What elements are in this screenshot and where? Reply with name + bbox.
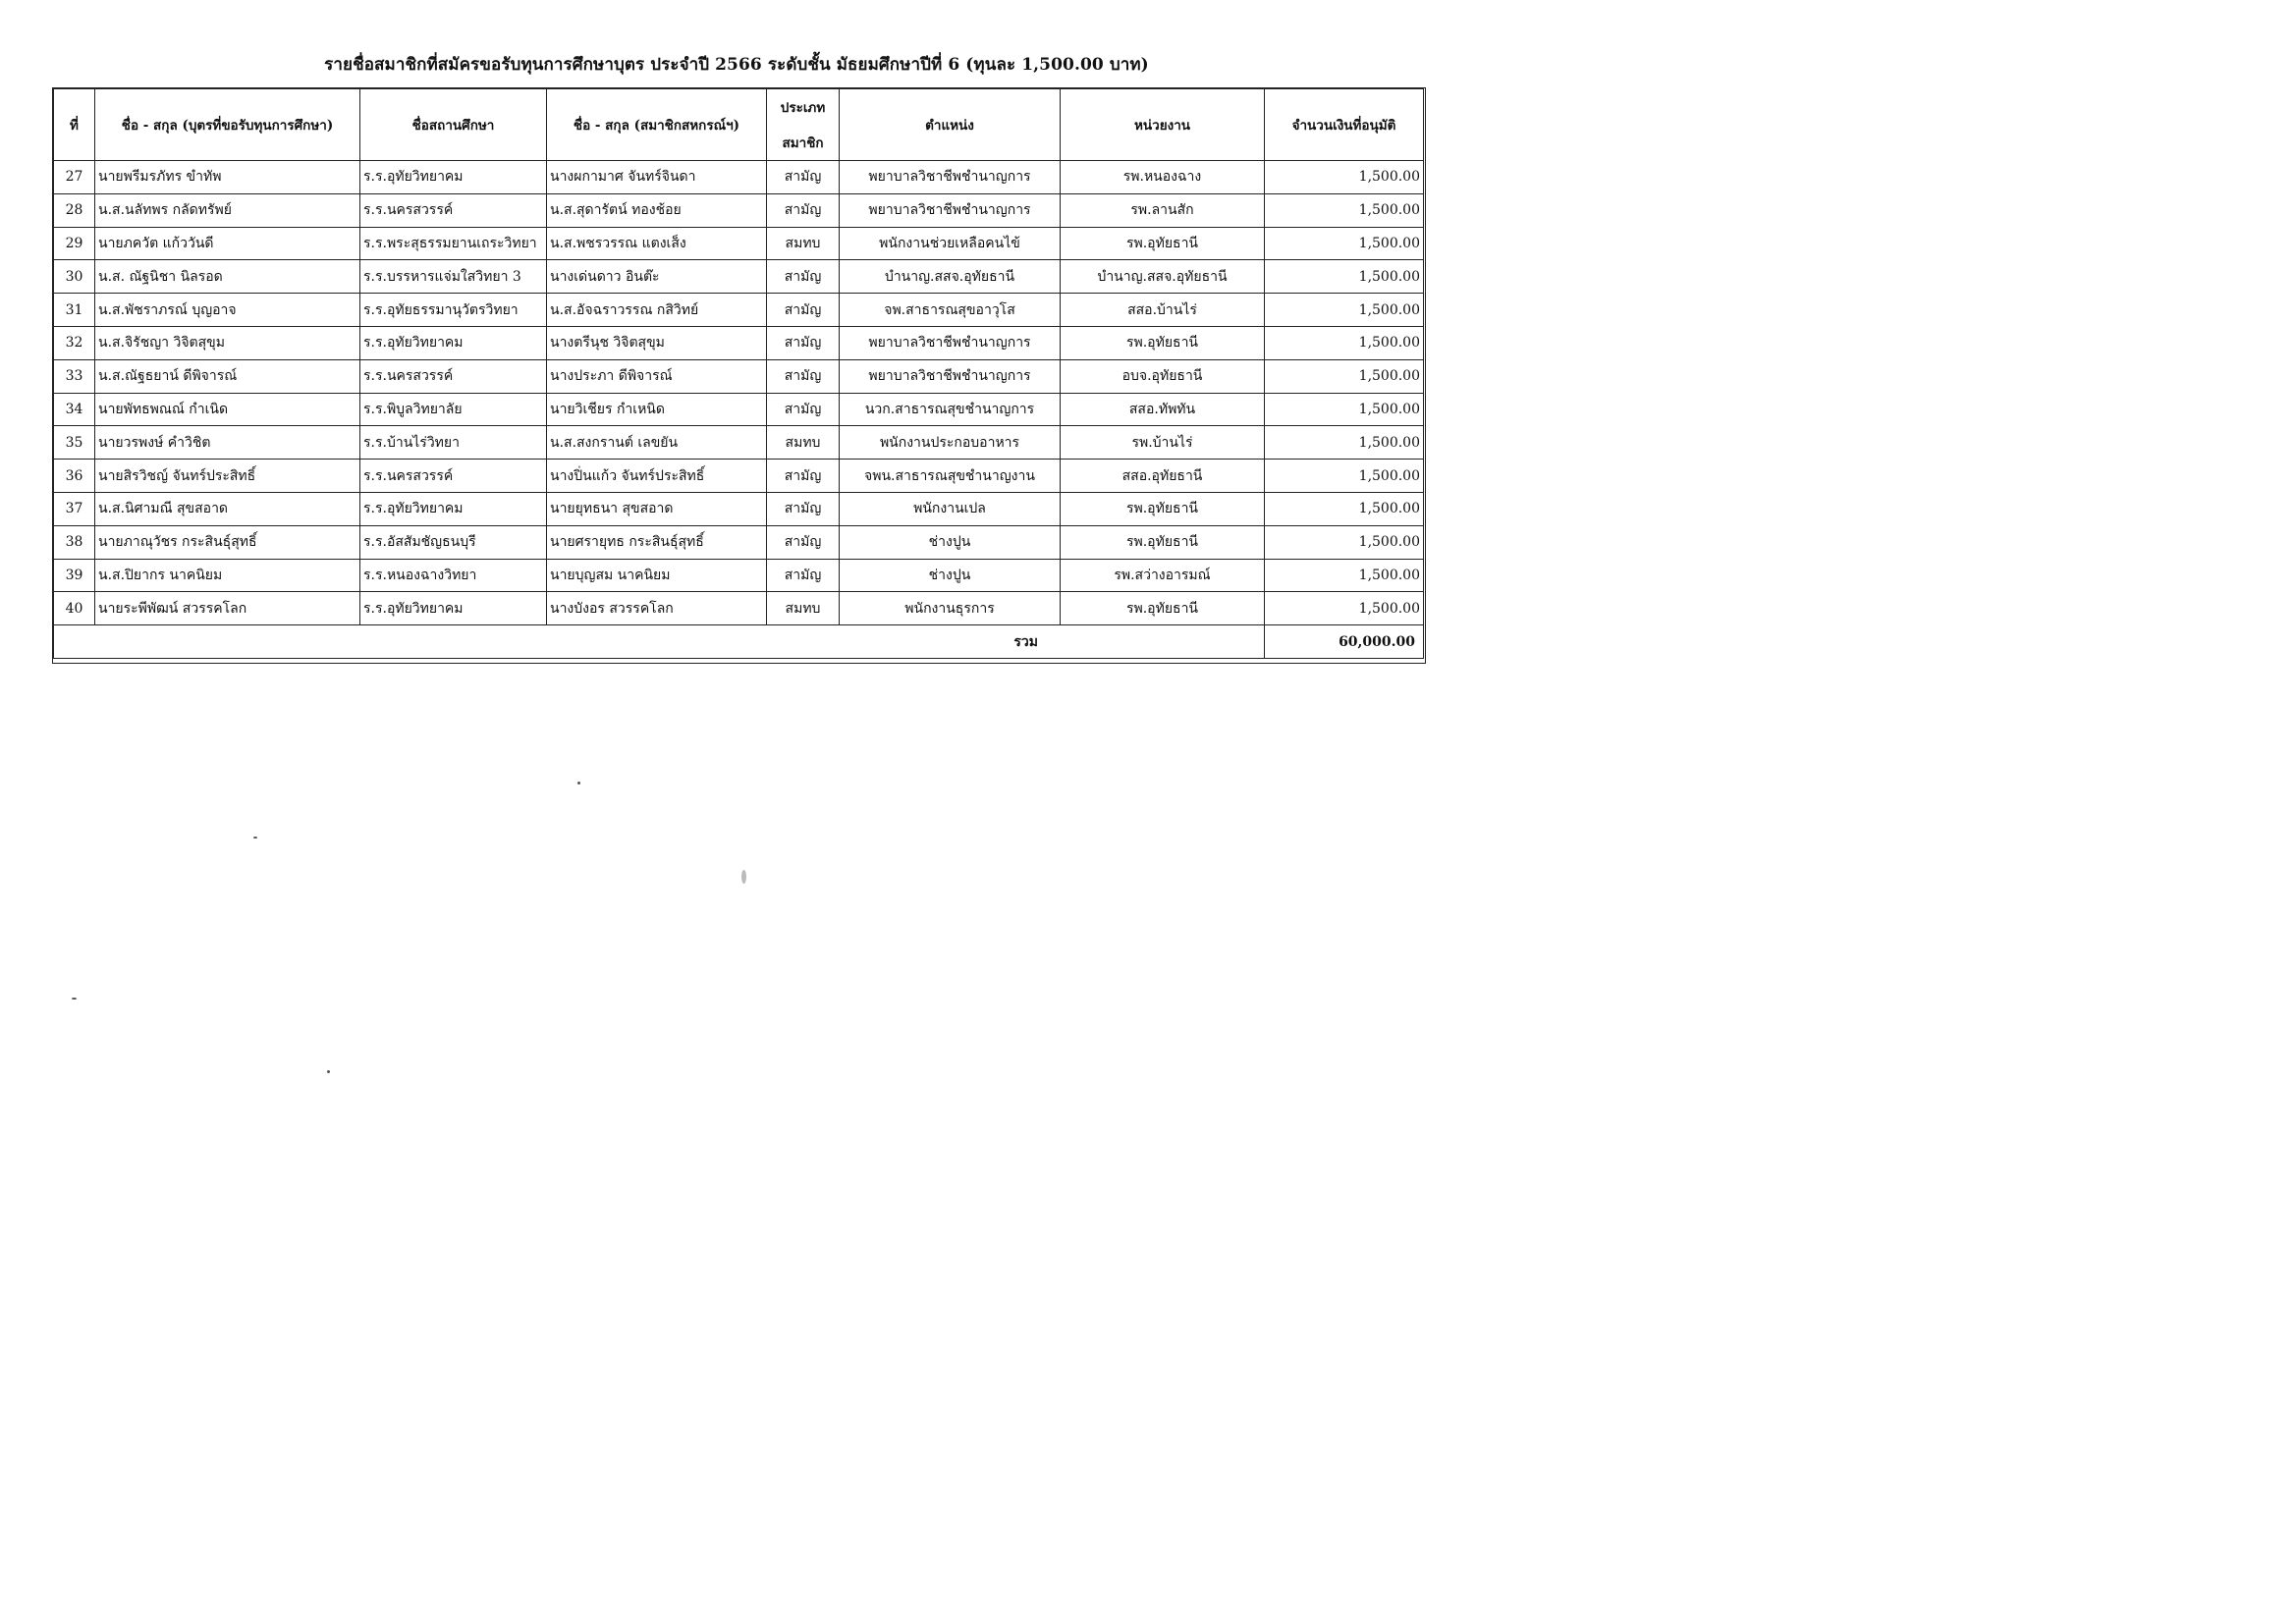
- cell-school: ร.ร.พระสุธรรมยานเถระวิทยา: [360, 227, 547, 260]
- cell-position: พยาบาลวิชาชีพชำนาญการ: [840, 161, 1061, 194]
- scholarship-table: [53, 88, 1424, 659]
- cell-position: พยาบาลวิชาชีพชำนาญการ: [840, 193, 1061, 227]
- table-row: [54, 260, 1424, 294]
- cell-member-type: สมทบ: [767, 592, 840, 625]
- cell-unit: รพ.ลานสัก: [1061, 193, 1265, 227]
- cell-amount: 1,500.00: [1265, 460, 1424, 493]
- cell-position: พนักงานช่วยเหลือคนไข้: [840, 227, 1061, 260]
- table-row: [54, 227, 1424, 260]
- cell-unit: รพ.อุทัยธานี: [1061, 326, 1265, 359]
- cell-amount: 1,500.00: [1265, 426, 1424, 460]
- cell-child-name: น.ส.นลัทพร กลัดทรัพย์: [95, 193, 360, 227]
- cell-unit: รพ.บ้านไร่: [1061, 426, 1265, 460]
- cell-unit: อบจ.อุทัยธานี: [1061, 359, 1265, 393]
- cell-school: ร.ร.อัสสัมชัญธนบุรี: [360, 525, 547, 559]
- table-row: [54, 161, 1424, 194]
- cell-member-type: สามัญ: [767, 492, 840, 525]
- header-member-type-line2: สมาชิก: [782, 135, 824, 151]
- table-row: [54, 193, 1424, 227]
- cell-child-name: นายพัทธพณณ์ กำเนิด: [95, 393, 360, 426]
- cell-amount: 1,500.00: [1265, 559, 1424, 592]
- cell-no: 35: [54, 426, 95, 460]
- cell-member-type: สามัญ: [767, 393, 840, 426]
- cell-amount: 1,500.00: [1265, 393, 1424, 426]
- cell-no: 29: [54, 227, 95, 260]
- cell-amount: 1,500.00: [1265, 260, 1424, 294]
- cell-unit: สสอ.อุทัยธานี: [1061, 460, 1265, 493]
- cell-unit: รพ.อุทัยธานี: [1061, 227, 1265, 260]
- cell-no: 37: [54, 492, 95, 525]
- cell-amount: 1,500.00: [1265, 294, 1424, 327]
- cell-child-name: น.ส.จิรัชญา วิจิตสุขุม: [95, 326, 360, 359]
- cell-amount: 1,500.00: [1265, 227, 1424, 260]
- cell-amount: 1,500.00: [1265, 492, 1424, 525]
- cell-unit: รพ.สว่างอารมณ์: [1061, 559, 1265, 592]
- table-body: [54, 161, 1424, 625]
- document-title: รายชื่อสมาชิกที่สมัครขอรับทุนการศึกษาบุตร ประจำปี 2566 ระดับชั้น มัธยมศึกษาปีที่ 6 (ทุนละ 1,500.00 บาท): [324, 55, 1149, 75]
- table-row: [54, 525, 1424, 559]
- cell-school: ร.ร.หนองฉางวิทยา: [360, 559, 547, 592]
- scan-speck: [72, 998, 77, 1000]
- cell-amount: 1,500.00: [1265, 359, 1424, 393]
- cell-position: พนักงานธุรการ: [840, 592, 1061, 625]
- cell-member-name: น.ส.พชรวรรณ แตงเส็ง: [547, 227, 767, 260]
- cell-member-type: สมทบ: [767, 426, 840, 460]
- table-row: [54, 559, 1424, 592]
- cell-position: บำนาญ.สสจ.อุทัยธานี: [840, 260, 1061, 294]
- cell-member-name: นายศรายุทธ กระสินธุ์สุทธิ์: [547, 525, 767, 559]
- header-member-name: ชื่อ - สกุล (สมาชิกสหกรณ์ฯ): [547, 89, 767, 161]
- cell-unit: สสอ.บ้านไร่: [1061, 294, 1265, 327]
- cell-member-name: นางเด่นดาว อินต๊ะ: [547, 260, 767, 294]
- cell-member-type: สมทบ: [767, 227, 840, 260]
- cell-position: นวก.สาธารณสุขชำนาญการ: [840, 393, 1061, 426]
- cell-no: 28: [54, 193, 95, 227]
- table-row: [54, 460, 1424, 493]
- table-row: [54, 294, 1424, 327]
- cell-position: พยาบาลวิชาชีพชำนาญการ: [840, 326, 1061, 359]
- table-row: [54, 426, 1424, 460]
- cell-member-type: สามัญ: [767, 559, 840, 592]
- cell-amount: 1,500.00: [1265, 592, 1424, 625]
- cell-position: พนักงานประกอบอาหาร: [840, 426, 1061, 460]
- cell-school: ร.ร.อุทัยวิทยาคม: [360, 592, 547, 625]
- cell-member-type: สามัญ: [767, 359, 840, 393]
- cell-member-name: น.ส.อัจฉราวรรณ กสิวิทย์: [547, 294, 767, 327]
- header-child-name: ชื่อ - สกุล (บุตรที่ขอรับทุนการศึกษา): [95, 89, 360, 161]
- cell-school: ร.ร.บรรหารแจ่มใสวิทยา 3: [360, 260, 547, 294]
- cell-child-name: น.ส. ณัฐนิชา นิลรอด: [95, 260, 360, 294]
- scan-speck: [253, 837, 257, 839]
- cell-position: จพน.สาธารณสุขชำนาญงาน: [840, 460, 1061, 493]
- cell-member-type: สามัญ: [767, 193, 840, 227]
- cell-member-name: นางประภา ดีพิจารณ์: [547, 359, 767, 393]
- cell-school: ร.ร.นครสวรรค์: [360, 460, 547, 493]
- cell-position: ช่างปูน: [840, 559, 1061, 592]
- cell-member-type: สามัญ: [767, 460, 840, 493]
- table-row: [54, 393, 1424, 426]
- cell-child-name: นายภควัต แก้ววันดี: [95, 227, 360, 260]
- cell-amount: 1,500.00: [1265, 525, 1424, 559]
- cell-member-name: นายวิเชียร กำเหนิด: [547, 393, 767, 426]
- cell-position: จพ.สาธารณสุขอาวุโส: [840, 294, 1061, 327]
- header-school: ชื่อสถานศึกษา: [360, 89, 547, 161]
- total-amount: 60,000.00: [1265, 625, 1424, 659]
- cell-unit: รพ.อุทัยธานี: [1061, 492, 1265, 525]
- cell-child-name: นายสิรวิชญ์ จันทร์ประสิทธิ์: [95, 460, 360, 493]
- cell-amount: 1,500.00: [1265, 326, 1424, 359]
- cell-no: 39: [54, 559, 95, 592]
- cell-unit: รพ.อุทัยธานี: [1061, 525, 1265, 559]
- cell-no: 40: [54, 592, 95, 625]
- cell-child-name: นายภาณุวัชร กระสินธุ์สุทธิ์: [95, 525, 360, 559]
- cell-child-name: น.ส.ปิยากร นาคนิยม: [95, 559, 360, 592]
- cell-school: ร.ร.บ้านไร่วิทยา: [360, 426, 547, 460]
- cell-no: 38: [54, 525, 95, 559]
- scan-speck: [327, 1070, 330, 1073]
- cell-member-name: นางบังอร สวรรคโลก: [547, 592, 767, 625]
- cell-unit: รพ.อุทัยธานี: [1061, 592, 1265, 625]
- cell-member-name: นางตรีนุช วิจิตสุขุม: [547, 326, 767, 359]
- cell-school: ร.ร.อุทัยวิทยาคม: [360, 161, 547, 194]
- cell-unit: รพ.หนองฉาง: [1061, 161, 1265, 194]
- cell-member-type: สามัญ: [767, 525, 840, 559]
- cell-member-name: นายยุทธนา สุขสอาด: [547, 492, 767, 525]
- scan-speck: [577, 782, 580, 785]
- cell-member-type: สามัญ: [767, 260, 840, 294]
- cell-member-type: สามัญ: [767, 326, 840, 359]
- header-no: ที่: [54, 89, 95, 161]
- cell-child-name: น.ส.พัชราภรณ์ บุญอาจ: [95, 294, 360, 327]
- table-row: [54, 326, 1424, 359]
- cell-child-name: น.ส.นิศามณี สุขสอาด: [95, 492, 360, 525]
- cell-school: ร.ร.พิบูลวิทยาลัย: [360, 393, 547, 426]
- cell-no: 33: [54, 359, 95, 393]
- cell-unit: สสอ.ทัพทัน: [1061, 393, 1265, 426]
- cell-amount: 1,500.00: [1265, 161, 1424, 194]
- cell-no: 27: [54, 161, 95, 194]
- cell-no: 36: [54, 460, 95, 493]
- cell-member-type: สามัญ: [767, 294, 840, 327]
- cell-member-name: นายบุญสม นาคนิยม: [547, 559, 767, 592]
- header-member-type-line1: ประเภท: [780, 100, 826, 116]
- cell-unit: บำนาญ.สสจ.อุทัยธานี: [1061, 260, 1265, 294]
- cell-school: ร.ร.นครสวรรค์: [360, 193, 547, 227]
- table-header-row: [54, 89, 1424, 161]
- cell-member-name: น.ส.สงกรานต์ เลขยัน: [547, 426, 767, 460]
- cell-child-name: น.ส.ณัฐธยาน์ ดีพิจารณ์: [95, 359, 360, 393]
- cell-member-name: น.ส.สุดารัตน์ ทองช้อย: [547, 193, 767, 227]
- cell-school: ร.ร.อุทัยธรรมานุวัตรวิทยา: [360, 294, 547, 327]
- cell-no: 30: [54, 260, 95, 294]
- cell-child-name: นายระพีพัฒน์ สวรรคโลก: [95, 592, 360, 625]
- cell-amount: 1,500.00: [1265, 193, 1424, 227]
- table-row: [54, 592, 1424, 625]
- cell-no: 31: [54, 294, 95, 327]
- cell-position: พยาบาลวิชาชีพชำนาญการ: [840, 359, 1061, 393]
- cell-member-name: นางผกามาศ จันทร์จินดา: [547, 161, 767, 194]
- cell-school: ร.ร.อุทัยวิทยาคม: [360, 492, 547, 525]
- header-position: ตำแหน่ง: [840, 89, 1061, 161]
- cell-position: พนักงานเปล: [840, 492, 1061, 525]
- cell-no: 32: [54, 326, 95, 359]
- table-row: [54, 492, 1424, 525]
- cell-child-name: นายพรีมรภัทร ขำทัพ: [95, 161, 360, 194]
- header-member-type: [767, 89, 840, 161]
- cell-school: ร.ร.นครสวรรค์: [360, 359, 547, 393]
- cell-member-type: สามัญ: [767, 161, 840, 194]
- cell-school: ร.ร.อุทัยวิทยาคม: [360, 326, 547, 359]
- cell-position: ช่างปูน: [840, 525, 1061, 559]
- total-row: [54, 625, 1424, 659]
- cell-member-name: นางปิ่นแก้ว จันทร์ประสิทธิ์: [547, 460, 767, 493]
- cell-child-name: นายวรพงษ์ คำวิชิต: [95, 426, 360, 460]
- total-label: รวม: [54, 625, 1265, 659]
- header-unit: หน่วยงาน: [1061, 89, 1265, 161]
- header-amount: จำนวนเงินที่อนุมัติ: [1265, 89, 1424, 161]
- table-row: [54, 359, 1424, 393]
- cell-no: 34: [54, 393, 95, 426]
- scan-speck: [741, 870, 746, 884]
